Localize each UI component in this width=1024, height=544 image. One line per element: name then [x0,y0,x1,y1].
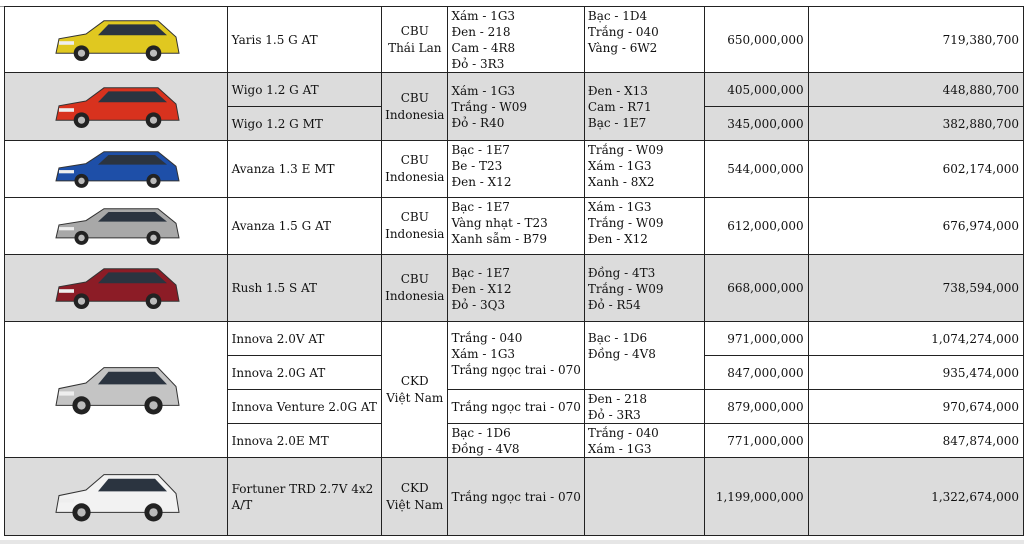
model-name[interactable]: Avanza 1.3 E MT [227,141,381,198]
colors-left[interactable]: Bạc - 1D6 Đồng - 4V8 [448,424,584,458]
model-name[interactable]: Rush 1.5 S AT [227,255,381,322]
price-total[interactable]: 448,880,700 [808,73,1023,107]
car-hubcap [78,235,84,241]
price-total[interactable]: 676,974,000 [808,198,1023,255]
car-hubcap [77,508,85,516]
price-total[interactable]: 847,874,000 [808,424,1023,458]
model-name[interactable]: Wigo 1.2 G MT [227,107,381,141]
car-hubcap [78,49,85,56]
price-list[interactable]: 544,000,000 [704,141,808,198]
car-hubcap [150,235,156,241]
colors-right[interactable]: Đồng - 4T3 Trắng - W09 Đỏ - R54 [584,255,704,322]
price-total[interactable]: 970,674,000 [808,390,1023,424]
car-hubcap [150,178,156,184]
car-headlight [59,41,74,45]
car-headlight [59,391,74,395]
colors-right[interactable] [584,458,704,536]
price-table [4,6,1024,536]
model-name[interactable]: Innova 2.0E MT [227,424,381,458]
price-list[interactable]: 971,000,000 [704,322,808,356]
model-name[interactable]: Yaris 1.5 G AT [227,7,381,73]
sheet-bottom-edge [0,540,1024,544]
price-total[interactable]: 602,174,000 [808,141,1023,198]
model-name[interactable]: Wigo 1.2 G AT [227,73,381,107]
colors-right[interactable]: Trắng - W09 Xám - 1G3 Xanh - 8X2 [584,141,704,198]
price-list[interactable]: 847,000,000 [704,356,808,390]
origin-cell[interactable]: CKD Việt Nam [382,458,448,536]
table-row [5,458,1024,536]
car-headlight [59,108,74,112]
table-row [5,198,1024,255]
price-total[interactable]: 719,380,700 [808,7,1023,73]
model-name[interactable]: Innova 2.0V AT [227,322,381,356]
car-hubcap [78,116,85,123]
price-total[interactable]: 738,594,000 [808,255,1023,322]
colors-right[interactable]: Xám - 1G3 Trắng - W09 Đen - X12 [584,198,704,255]
table-row [5,255,1024,322]
car-image-yaris [5,7,228,73]
origin-cell[interactable]: CBU Indonesia [382,73,448,141]
origin-cell[interactable]: CKD Việt Nam [382,322,448,458]
car-image-rush [5,255,228,322]
origin-type: CBU [400,23,429,38]
car-window [98,24,167,35]
car-headlight [59,498,74,502]
car-image-fortuner [5,458,228,536]
price-list[interactable]: 405,000,000 [704,73,808,107]
colors-left[interactable]: Bạc - 1E7 Vàng nhạt - T23 Xanh sẫm - B79 [448,198,584,255]
colors-left[interactable]: Bạc - 1E7 Be - T23 Đen - X12 [448,141,584,198]
colors-right[interactable]: Bạc - 1D4 Trắng - 040 Vàng - 6W2 [584,7,704,73]
car-hubcap [150,49,157,56]
table-row [5,141,1024,198]
origin-cell[interactable]: CBU Indonesia [382,255,448,322]
car-hubcap [78,298,85,305]
car-hubcap [150,298,157,305]
car-window [98,212,167,222]
colors-right[interactable]: Đen - X13 Cam - R71 Bạc - 1E7 [584,73,704,141]
car-hubcap [149,401,157,409]
price-list[interactable]: 1,199,000,000 [704,458,808,536]
colors-left[interactable]: Xám - 1G3 Đen - 218 Cam - 4R8 Đỏ - 3R3 [448,7,584,73]
model-name[interactable]: Fortuner TRD 2.7V 4x2 A/T [227,458,381,536]
car-image-wigo [5,73,228,141]
origin-cell[interactable]: CBU Indonesia [382,198,448,255]
car-headlight [59,170,74,173]
table-row [5,7,1024,73]
colors-left[interactable]: Xám - 1G3 Trắng - W09 Đỏ - R40 [448,73,584,141]
car-headlight [59,227,74,230]
origin-country: Thái Lan [388,40,442,55]
price-list[interactable]: 650,000,000 [704,7,808,73]
origin-cell[interactable] [382,7,448,73]
price-total[interactable]: 935,474,000 [808,356,1023,390]
colors-right[interactable]: Bạc - 1D6 Đồng - 4V8 [584,322,704,390]
colors-left[interactable]: Bạc - 1E7 Đen - X12 Đỏ - 3Q3 [448,255,584,322]
car-hubcap [78,178,84,184]
origin-cell[interactable]: CBU Indonesia [382,141,448,198]
price-list[interactable]: 612,000,000 [704,198,808,255]
price-list[interactable]: 668,000,000 [704,255,808,322]
colors-right[interactable]: Đen - 218 Đỏ - 3R3 [584,390,704,424]
table-row [5,73,1024,107]
price-list[interactable]: 879,000,000 [704,390,808,424]
price-total[interactable]: 1,322,674,000 [808,458,1023,536]
car-image-avanza-g [5,198,228,255]
car-hubcap [149,508,157,516]
colors-right[interactable]: Trắng - 040 Xám - 1G3 [584,424,704,458]
car-window [98,478,167,491]
colors-left[interactable]: Trắng ngọc trai - 070 [448,390,584,424]
car-hubcap [77,401,85,409]
model-name[interactable]: Avanza 1.5 G AT [227,198,381,255]
car-headlight [59,289,74,293]
colors-left[interactable]: Trắng - 040 Xám - 1G3 Trắng ngọc trai - 070 [448,322,584,390]
model-name[interactable]: Innova 2.0G AT [227,356,381,390]
colors-left[interactable]: Trắng ngọc trai - 070 [448,458,584,536]
car-window [98,155,167,165]
price-list[interactable]: 345,000,000 [704,107,808,141]
model-name[interactable]: Innova Venture 2.0G AT [227,390,381,424]
car-image-innova [5,322,228,458]
price-total[interactable]: 382,880,700 [808,107,1023,141]
price-total[interactable]: 1,074,274,000 [808,322,1023,356]
car-image-avanza-e [5,141,228,198]
car-window [98,371,167,384]
car-hubcap [150,116,157,123]
car-window [98,91,167,102]
table-row [5,322,1024,356]
price-list[interactable]: 771,000,000 [704,424,808,458]
car-window [98,272,167,283]
